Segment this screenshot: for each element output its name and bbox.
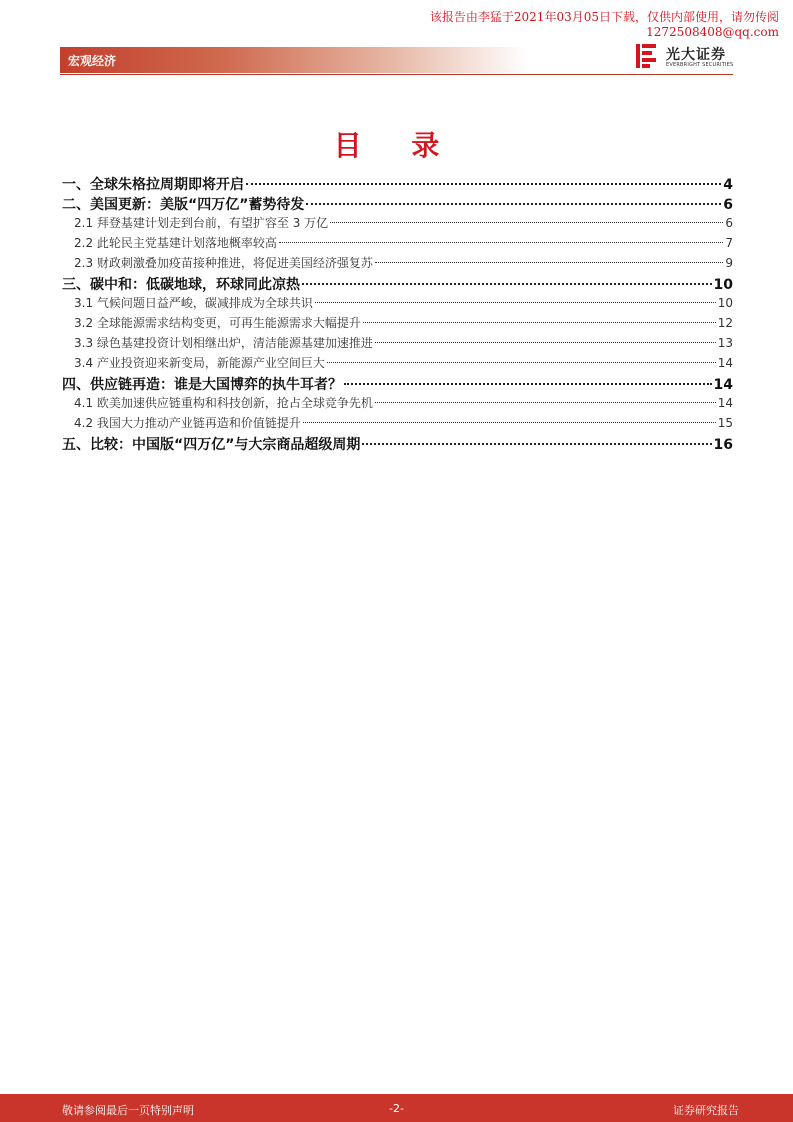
toc-page-number: 10 [717, 296, 733, 310]
toc-page-number: 14 [713, 377, 733, 393]
toc-entry-text: 3.3 绿色基建投资计划相继出炉，清洁能源基建加速推进 [74, 336, 373, 350]
download-watermark [359, 10, 779, 40]
header-rule [60, 74, 733, 75]
watermark-line-1: 该报告由李猛于2021年03月05日下载，仅供内部使用，请勿传阅 [429, 10, 779, 24]
logo-name: 光大证券 [666, 47, 726, 63]
dot-leader [375, 341, 716, 343]
toc-section-link[interactable] [62, 214, 733, 234]
toc-page-number: 10 [713, 277, 733, 293]
dot-leader [246, 182, 721, 185]
toc-entry-text: 4.1 欧美加速供应链重构和科技创新，抢占全球竞争先机 [74, 396, 373, 410]
toc-section-link[interactable] [62, 294, 733, 314]
toc-entry-text: 2.2 此轮民主党基建计划落地概率较高 [74, 236, 277, 250]
toc-page-number: 7 [725, 236, 733, 250]
toc-section-link[interactable] [62, 254, 733, 274]
toc-chapter-link[interactable] [62, 194, 733, 214]
dot-leader [330, 221, 723, 223]
toc-chapter-link[interactable] [62, 374, 733, 394]
toc-page-number: 12 [717, 316, 733, 330]
toc-entry-text: 三、碳中和：低碳地球，环球同此凉热 [62, 277, 300, 293]
dot-leader [303, 421, 716, 423]
toc-page-number: 6 [725, 216, 733, 230]
page-footer [0, 1094, 793, 1122]
toc-page-number: 13 [717, 336, 733, 350]
toc-page-number: 14 [717, 396, 733, 410]
toc-entry-text: 4.2 我国大力推动产业链再造和价值链提升 [74, 416, 301, 430]
everbright-logo-icon [636, 44, 656, 68]
toc-page-number: 15 [717, 416, 733, 430]
dot-leader [375, 261, 723, 263]
toc-section-link[interactable] [62, 334, 733, 354]
watermark-line-2: 1272508408@qq.com [646, 25, 779, 39]
toc-section-link[interactable] [62, 314, 733, 334]
dot-leader [344, 382, 712, 385]
toc-entry-text: 一、全球朱格拉周期即将开启 [62, 177, 244, 193]
dot-leader [327, 361, 716, 363]
toc-title: 目 录 [333, 129, 460, 162]
toc-chapter-link[interactable] [62, 434, 733, 454]
dot-leader [362, 442, 711, 445]
logo-subtitle: EVERBRIGHT SECURITIES [666, 62, 734, 68]
toc-entry-text: 3.1 气候问题日益严峻，碳减排成为全球共识 [74, 296, 313, 310]
footer-report-type: 证券研究报告 [673, 1104, 739, 1117]
toc-page-number: 9 [725, 256, 733, 270]
toc-chapter-link[interactable] [62, 274, 733, 294]
toc-page-number: 4 [723, 177, 733, 193]
toc-section-link[interactable] [62, 234, 733, 254]
toc-entry-text: 3.4 产业投资迎来新变局，新能源产业空间巨大 [74, 356, 325, 370]
dot-leader [279, 241, 723, 243]
brand-logo [636, 43, 736, 71]
footer-disclaimer: 敬请参阅最后一页特别声明 [62, 1104, 194, 1117]
toc-entry-text: 2.1 拜登基建计划走到台前，有望扩容至 3 万亿 [74, 216, 329, 230]
dot-leader [375, 401, 716, 403]
toc-entry-text: 2.3 财政刺激叠加疫苗接种推进，将促进美国经济强复苏 [74, 256, 373, 270]
page-number: -2- [389, 1102, 404, 1115]
dot-leader [363, 321, 716, 323]
toc-page-number: 16 [713, 437, 733, 453]
toc-section-link[interactable] [62, 414, 733, 434]
dot-leader [302, 282, 712, 285]
table-of-contents [62, 174, 733, 454]
toc-section-link[interactable] [62, 394, 733, 414]
toc-entry-text: 3.2 全球能源需求结构变更，可再生能源需求大幅提升 [74, 316, 361, 330]
toc-entry-text: 四、供应链再造：谁是大国博弈的执牛耳者？ [62, 377, 342, 393]
dot-leader [306, 202, 721, 205]
header-band [60, 47, 528, 73]
toc-entry-text: 五、比较：中国版“四万亿”与大宗商品超级周期 [62, 437, 361, 453]
toc-page-number: 6 [723, 197, 733, 213]
toc-chapter-link[interactable] [62, 174, 733, 194]
section-label: 宏观经济 [68, 54, 117, 68]
toc-page-number: 14 [717, 356, 733, 370]
toc-section-link[interactable] [62, 354, 733, 374]
toc-entry-text: 二、美国更新：美版“四万亿”蓄势待发 [62, 197, 305, 213]
dot-leader [315, 301, 716, 303]
